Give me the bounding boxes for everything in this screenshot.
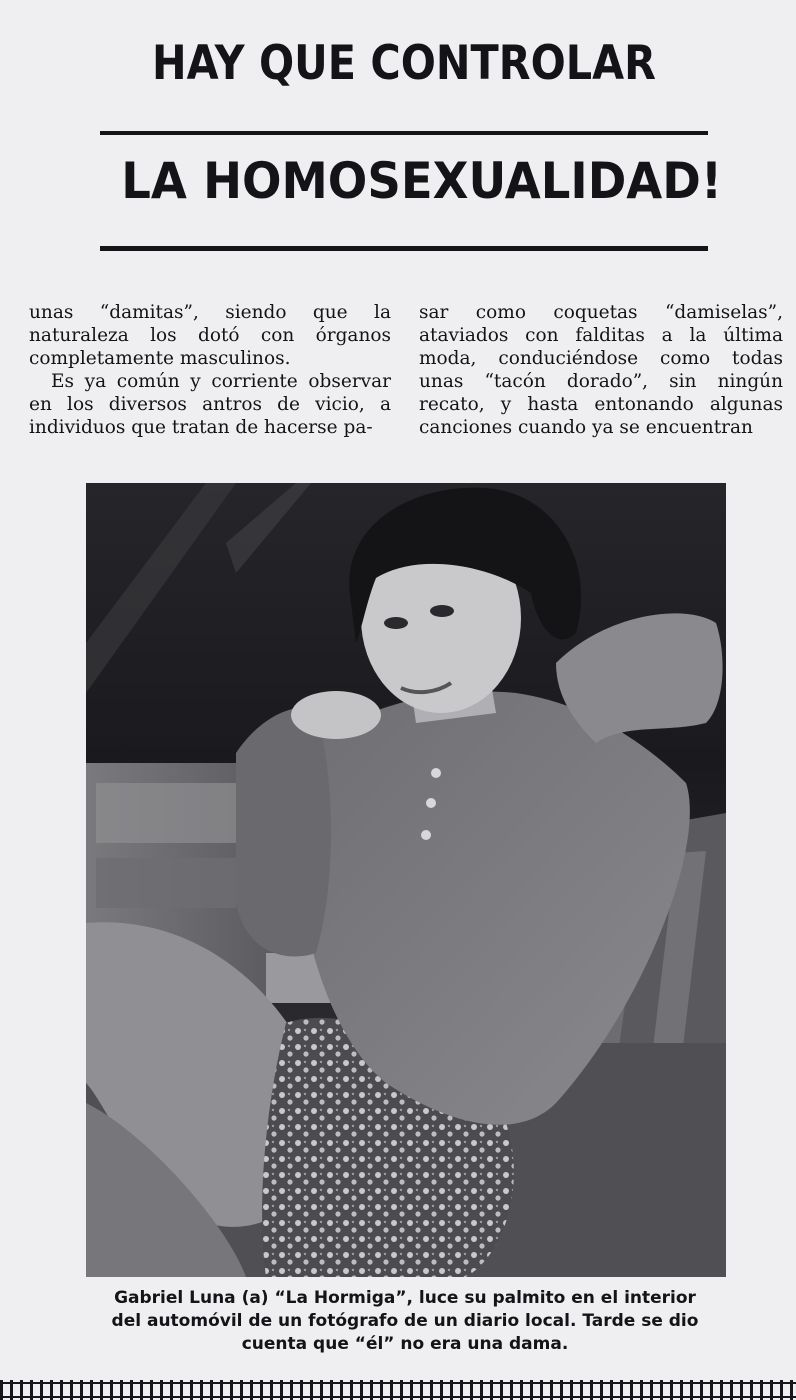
caption-line: Gabriel Luna (a) “La Hormiga”, luce su palmito en el interior <box>114 1288 696 1308</box>
headline-line-2: LA HOMOSEXUALIDAD! <box>121 152 723 210</box>
article-paragraph: sar como coquetas “damiselas”, ataviados con falditas a la última moda, conduciéndose como todas unas “tacón dorado”, sin ningún recato, y hasta entonando algunas canciones cuando ya se encuentran <box>419 302 783 438</box>
caption-line: cuenta que “él” no era una dama. <box>241 1334 569 1354</box>
article-paragraph: unas “damitas”, siendo que la naturaleza los dotó con órganos completamente masculinos. <box>29 302 391 369</box>
person-in-car-seat-illustration <box>86 483 726 1277</box>
headline-rule-bottom <box>100 246 708 251</box>
article-column-right <box>419 301 783 439</box>
caption-line: del automóvil de un fotógrafo de un diario local. Tarde se dio <box>111 1311 699 1331</box>
headline-line-1: HAY QUE CONTROLAR <box>152 36 656 91</box>
article-column-left <box>29 301 391 439</box>
decorative-border-strip <box>0 1380 796 1400</box>
article-paragraph: Es ya común y corriente observar en los diversos antros de vicio, a individuos que tratan de hacerse pa- <box>29 371 391 438</box>
photo-caption <box>74 1287 736 1356</box>
article-photo <box>86 483 726 1277</box>
headline-rule-top <box>100 131 708 135</box>
